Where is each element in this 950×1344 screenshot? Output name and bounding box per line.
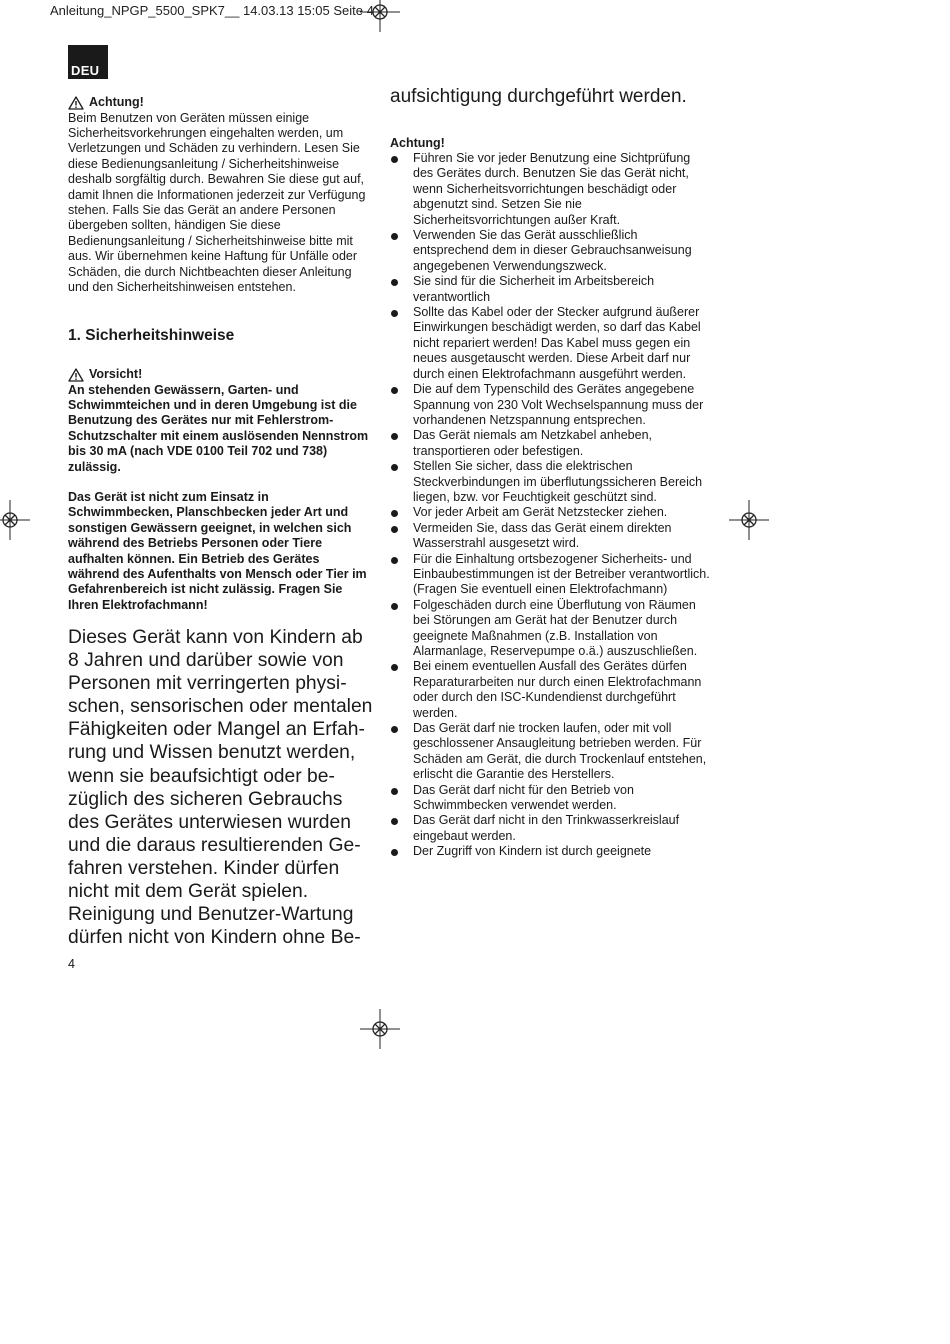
list-item: Für die Einhaltung ortsbezogener Sicherheits- und Einbaubestimmungen ist der Betreiber verantwortlich. (Fragen Sie eventuell einen Elektrofachmann) (390, 552, 710, 598)
language-badge (68, 45, 108, 79)
continuation-text: aufsichtigung durchgeführt werden. (390, 86, 687, 107)
list-item: Das Gerät darf nicht in den Trinkwasserkreislauf eingebaut werden. (390, 813, 710, 844)
warning-triangle-icon (68, 96, 84, 110)
list-item: Führen Sie vor jeder Benutzung eine Sichtprüfung des Gerätes durch. Benutzen Sie das Gerät nicht, wenn Sicherheitsvorrichtungen beschädigt oder abgenutzt sind. Setzen Sie nie Sicherheitsvorrichtungen außer Kraft. (390, 151, 710, 228)
caution-text-2: Das Gerät ist nicht zum Einsatz in Schwimmbecken, Planschbecken jeder Art und sonstigen Gewässern geeignet, in welchen sich während des Betriebs Personen oder Tiere aufhalten können. Ein Betrieb des Gerätes während des Aufenthalts von Mensch oder Tier im Gefahrenbereich ist nicht zulässig. Fragen Sie Ihren Elektrofachmann! (68, 489, 367, 612)
right-column (390, 85, 710, 859)
caution-heading (68, 367, 373, 383)
registration-mark-icon (729, 500, 769, 540)
list-item: Der Zugriff von Kindern ist durch geeignete (390, 844, 710, 859)
page-number: 4 (68, 957, 75, 971)
print-header: Anleitung_NPGP_5500_SPK7__ 14.03.13 15:05 Seite 4 (50, 3, 374, 18)
warning-text: Beim Benutzen von Geräten müssen einige Sicherheitsvorkehrungen eingehalten werden, um Verletzungen und Schäden zu verhindern. Lesen Sie diese Bedienungsanleitung / Sicherheitshinweise deshalb sorgfältig durch. Bewahren Sie diese gut auf, damit Ihnen die Informationen jederzeit zur Verfügung stehen. Falls Sie das Gerät an andere Personen übergeben sollten, händigen Sie diese Bedienungsanleitung / Sicherheitshinweise bitte mit aus. Wir übernehmen keine Haftung für Unfälle oder Schäden, die durch Nichtbeachten dieser Anleitung und den Sicherheitshinweisen entstehen. (68, 110, 366, 294)
language-badge-label: DEU (71, 63, 100, 78)
warning-title: Achtung! (89, 95, 144, 109)
right-warning-title: Achtung! (390, 136, 445, 150)
caution-text-1: An stehenden Gewässern, Garten- und Schwimmteichen und in deren Umgebung ist die Benutzung des Gerätes nur mit Fehlerstrom-Schutzschalter mit einem auslösenden Nennstrom bis 30 mA (nach VDE 0100 Teil 702 und 738) zulässig. (68, 382, 369, 474)
left-column (68, 95, 373, 949)
section-heading: 1. Sicherheitshinweise (68, 327, 235, 344)
list-item: Das Gerät darf nie trocken laufen, oder mit voll geschlossener Ansaugleitung betrieben werden. Für Schäden am Gerät, die durch Trockenlauf entstehen, erlischt die Garantie des Herstellers. (390, 721, 710, 783)
list-item: Stellen Sie sicher, dass die elektrischen Steckverbindungen im überflutungssicheren Bereich liegen, bzw. vor Feuchtigkeit geschützt sind. (390, 459, 710, 505)
list-item: Die auf dem Typenschild des Gerätes angegebene Spannung von 230 Volt Wechselspannung muss der vorhandenen Netzspannung entsprechen. (390, 382, 710, 428)
registration-mark-icon (0, 500, 30, 540)
registration-mark-icon (360, 1009, 400, 1049)
list-item: Das Gerät niemals am Netzkabel anheben, transportieren oder befestigen. (390, 428, 710, 459)
list-item: Vor jeder Arbeit am Gerät Netzstecker ziehen. (390, 505, 710, 520)
list-item: Vermeiden Sie, dass das Gerät einem direkten Wasserstrahl ausgesetzt wird. (390, 521, 710, 552)
list-item: Folgeschäden durch eine Überflutung von Räumen bei Störungen am Gerät hat der Benutzer durch geeignete Maßnahmen (z.B. Installation von Alarmanlage, Reservepumpe o.ä.) auszuschließen. (390, 598, 710, 660)
caution-title: Vorsicht! (89, 367, 143, 381)
list-item: Sie sind für die Sicherheit im Arbeitsbereich verantwortlich (390, 274, 710, 305)
children-notice: Dieses Gerät kann von Kindern ab 8 Jahren und darüber sowie von Personen mit verringerten physi-schen, sensorischen oder mentalen Fähigkeiten oder Mangel an Erfah-rung und Wissen benutzt werden, wenn sie beaufsichtigt oder be-züglich des sicheren Gebrauchs des Gerätes unterwiesen wurden und die daraus resultierenden Ge-fahren verstehen. Kinder dürfen nicht mit dem Gerät spielen. Reinigung und Benutzer-Wartung dürfen nicht von Kindern ohne Be- (68, 627, 373, 949)
registration-mark-icon (360, 0, 400, 32)
list-item: Verwenden Sie das Gerät ausschließlich entsprechend dem in dieser Gebrauchsanweisung angegebenen Verwendungszweck. (390, 228, 710, 274)
list-item: Bei einem eventuellen Ausfall des Gerätes dürfen Reparaturarbeiten nur durch einen Elektrofachmann oder durch den ISC-Kundendienst durchgeführt werden. (390, 659, 710, 721)
warning-heading (68, 95, 373, 111)
warning-triangle-icon (68, 368, 84, 382)
safety-list (390, 151, 710, 860)
list-item: Das Gerät darf nicht für den Betrieb von Schwimmbecken verwendet werden. (390, 783, 710, 814)
list-item: Sollte das Kabel oder der Stecker aufgrund äußerer Einwirkungen beschädigt werden, so darf das Kabel nicht repariert werden! Das Kabel muss gegen ein neues ausgetauscht werden. Diese Arbeit darf nur durch einen Elektrofachmann ausgeführt werden. (390, 305, 710, 382)
